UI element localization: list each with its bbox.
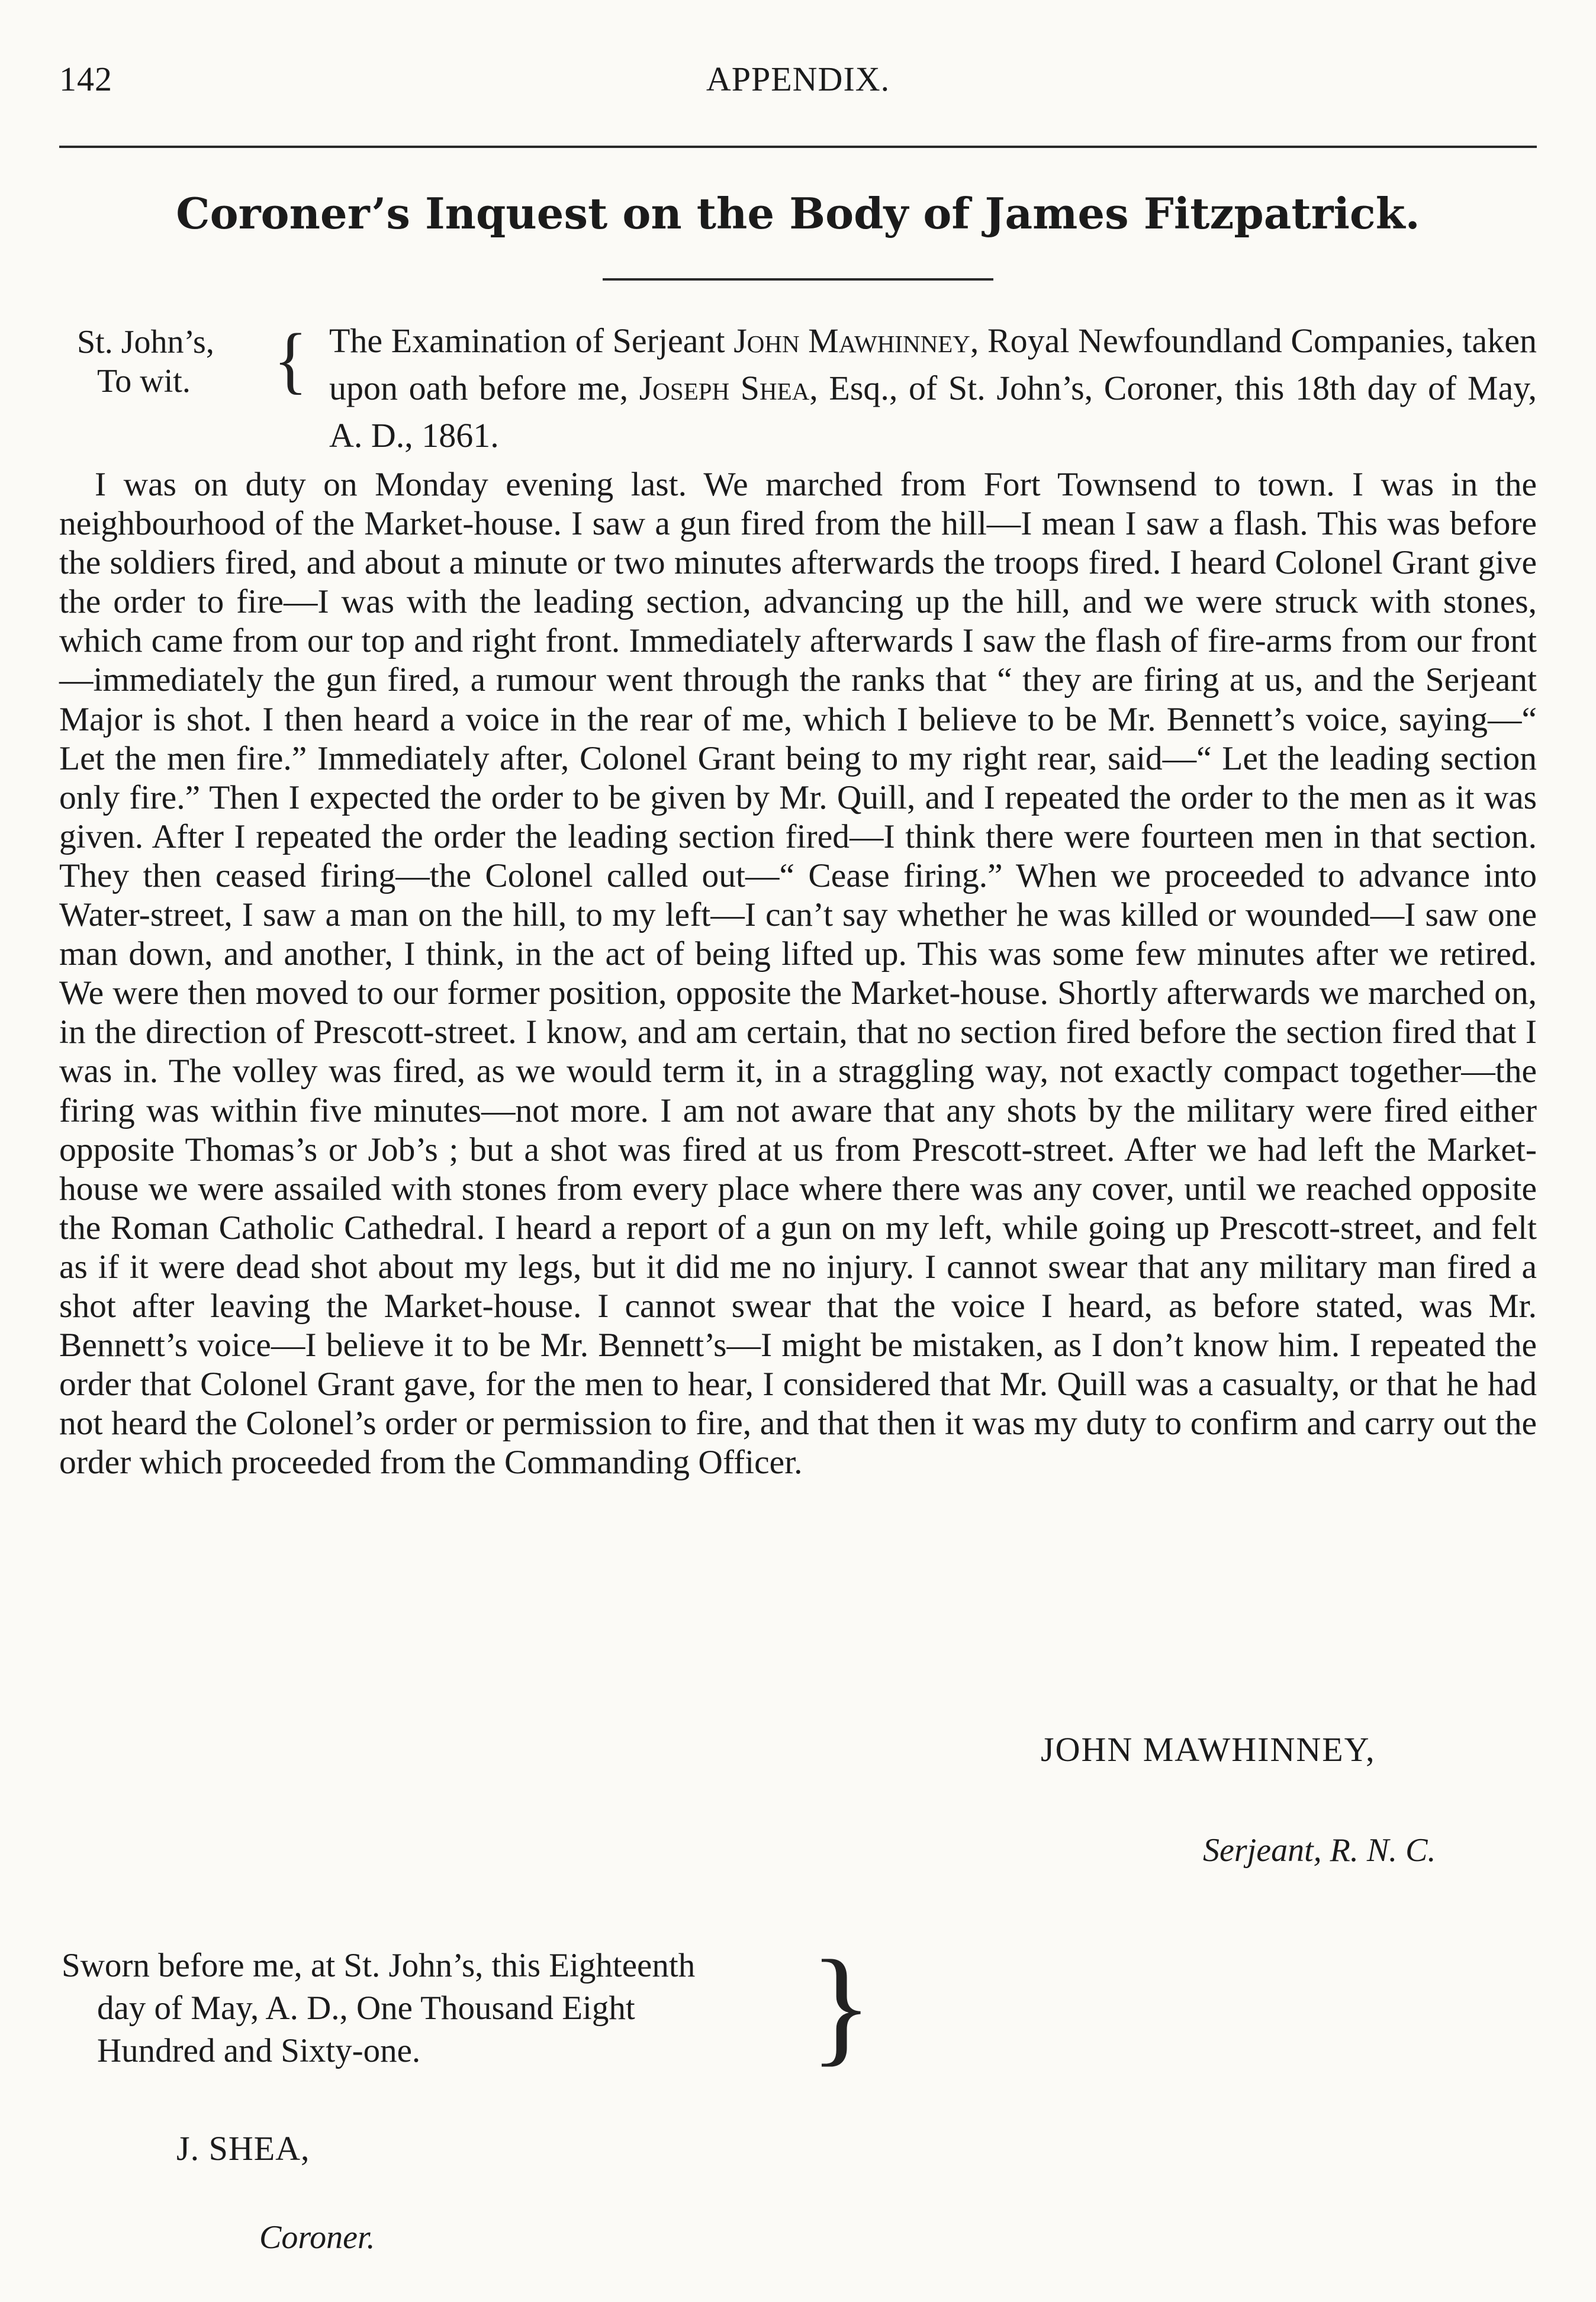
witness-signature: JOHN MAWHINNEY, (1041, 1730, 1376, 1769)
sworn-statement (62, 1944, 807, 2072)
header-rule (59, 146, 1537, 148)
document-title: Coroner’s Inquest on the Body of James Fitzpatrick. (176, 188, 1420, 239)
page-header (59, 59, 1537, 112)
title-divider (603, 278, 993, 281)
witness-name: John Mawhinney (733, 321, 970, 360)
preamble-part-2: , Royal Newfoundland Companies, taken upon oath before me, (329, 321, 1537, 407)
venue-line-2: To wit. (97, 363, 191, 400)
preamble-part-3: , Esq., of St. John’s, Coroner, this 18th day of May, A. D., 1861. (329, 369, 1537, 455)
witness-rank: Serjeant, R. N. C. (1203, 1832, 1436, 1869)
sworn-line-1: Sworn before me, at St. John’s, this Eighteenth (62, 1947, 696, 1984)
coroner-title: Coroner. (259, 2219, 375, 2256)
sworn-line-2: day of May, A. D., One Thousand Eight (97, 1989, 635, 2027)
sworn-brace: } (810, 1933, 873, 2078)
page-number: 142 (59, 60, 112, 98)
running-title: APPENDIX. (706, 60, 890, 98)
examination-preamble (329, 317, 1537, 459)
venue-brace: { (273, 318, 308, 401)
coroner-name: Joseph Shea (639, 369, 810, 407)
preamble-part-1: The Examination of Serjeant (329, 321, 734, 360)
testimony-paragraph: I was on duty on Monday evening last. We marched from Fort Townsend to town. I was in the neighbourhood of the Market-house. I saw a gun fired from the hill—I mean I saw a flash. This was before the soldiers fired, and about a minute or two minutes afterwards the troops fired. I heard Colonel Grant give the order to fire—I was with the leading section, advancing up the hill, and we were struck with stones, which came from our top and right front. Immediately afterwards I saw the flash of fire-arms from our front—immediately the gun fired, a rumour went through the ranks that “ they are firing at us, and the Serjeant Major is shot. I then heard a voice in the rear of me, which I believe to be Mr. Bennett’s voice, saying—“ Let the men fire.” Immediately after, Colonel Grant being to my right rear, said—“ Let the leading section only fire.” Then I expected the order to be given by Mr. Quill, and I repeated the order to the men as it was given. After I repeated the order the leading section fired—I think there were fourteen men in that section. They then ceased firing—the Colonel called out—“ Cease firing.” When we proceeded to advance into Water-street, I saw a man on the hill, to my left—I can’t say whether he was killed or wounded—I saw one man down, and another, I think, in the act of being lifted up. This was some few minutes after we retired. We were then moved to our former position, opposite the Market-house. Shortly afterwards we marched on, in the direction of Prescott-street. I know, and am certain, that no section fired before the section fired that I was in. The volley was fired, as we would term it, in a straggling way, not exactly compact together—the firing was within five minutes—not more. I am not aware that any shots by the military were fired either opposite Thomas’s or Job’s ; but a shot was fired at us from Prescott-street. After we had left the Market-house we were assailed with stones from every place where there was any cover, until we reached opposite the Roman Catholic Cathedral. I heard a report of a gun on my left, while going up Prescott-street, and felt as if it were dead shot about my legs, but it did me no injury. I cannot swear that any military man fired a shot after leaving the Market-house. I cannot swear that the voice I heard, as before stated, was Mr. Bennett’s voice—I believe it to be Mr. Bennett’s—I might be mistaken, as I don’t know him. I repeated the order that Colonel Grant gave, for the men to hear, I considered that Mr. Quill was a casualty, or that he had not heard the Colonel’s order or permission to fire, and that then it was my duty to confirm and carry out the order which proceeded from the Commanding Officer. (59, 466, 1537, 1482)
coroner-signature: J. SHEA, (176, 2129, 310, 2168)
venue-block (77, 323, 214, 401)
venue-line-1: St. John’s, (77, 324, 214, 360)
sworn-line-3: Hundred and Sixty-one. (97, 2032, 421, 2069)
